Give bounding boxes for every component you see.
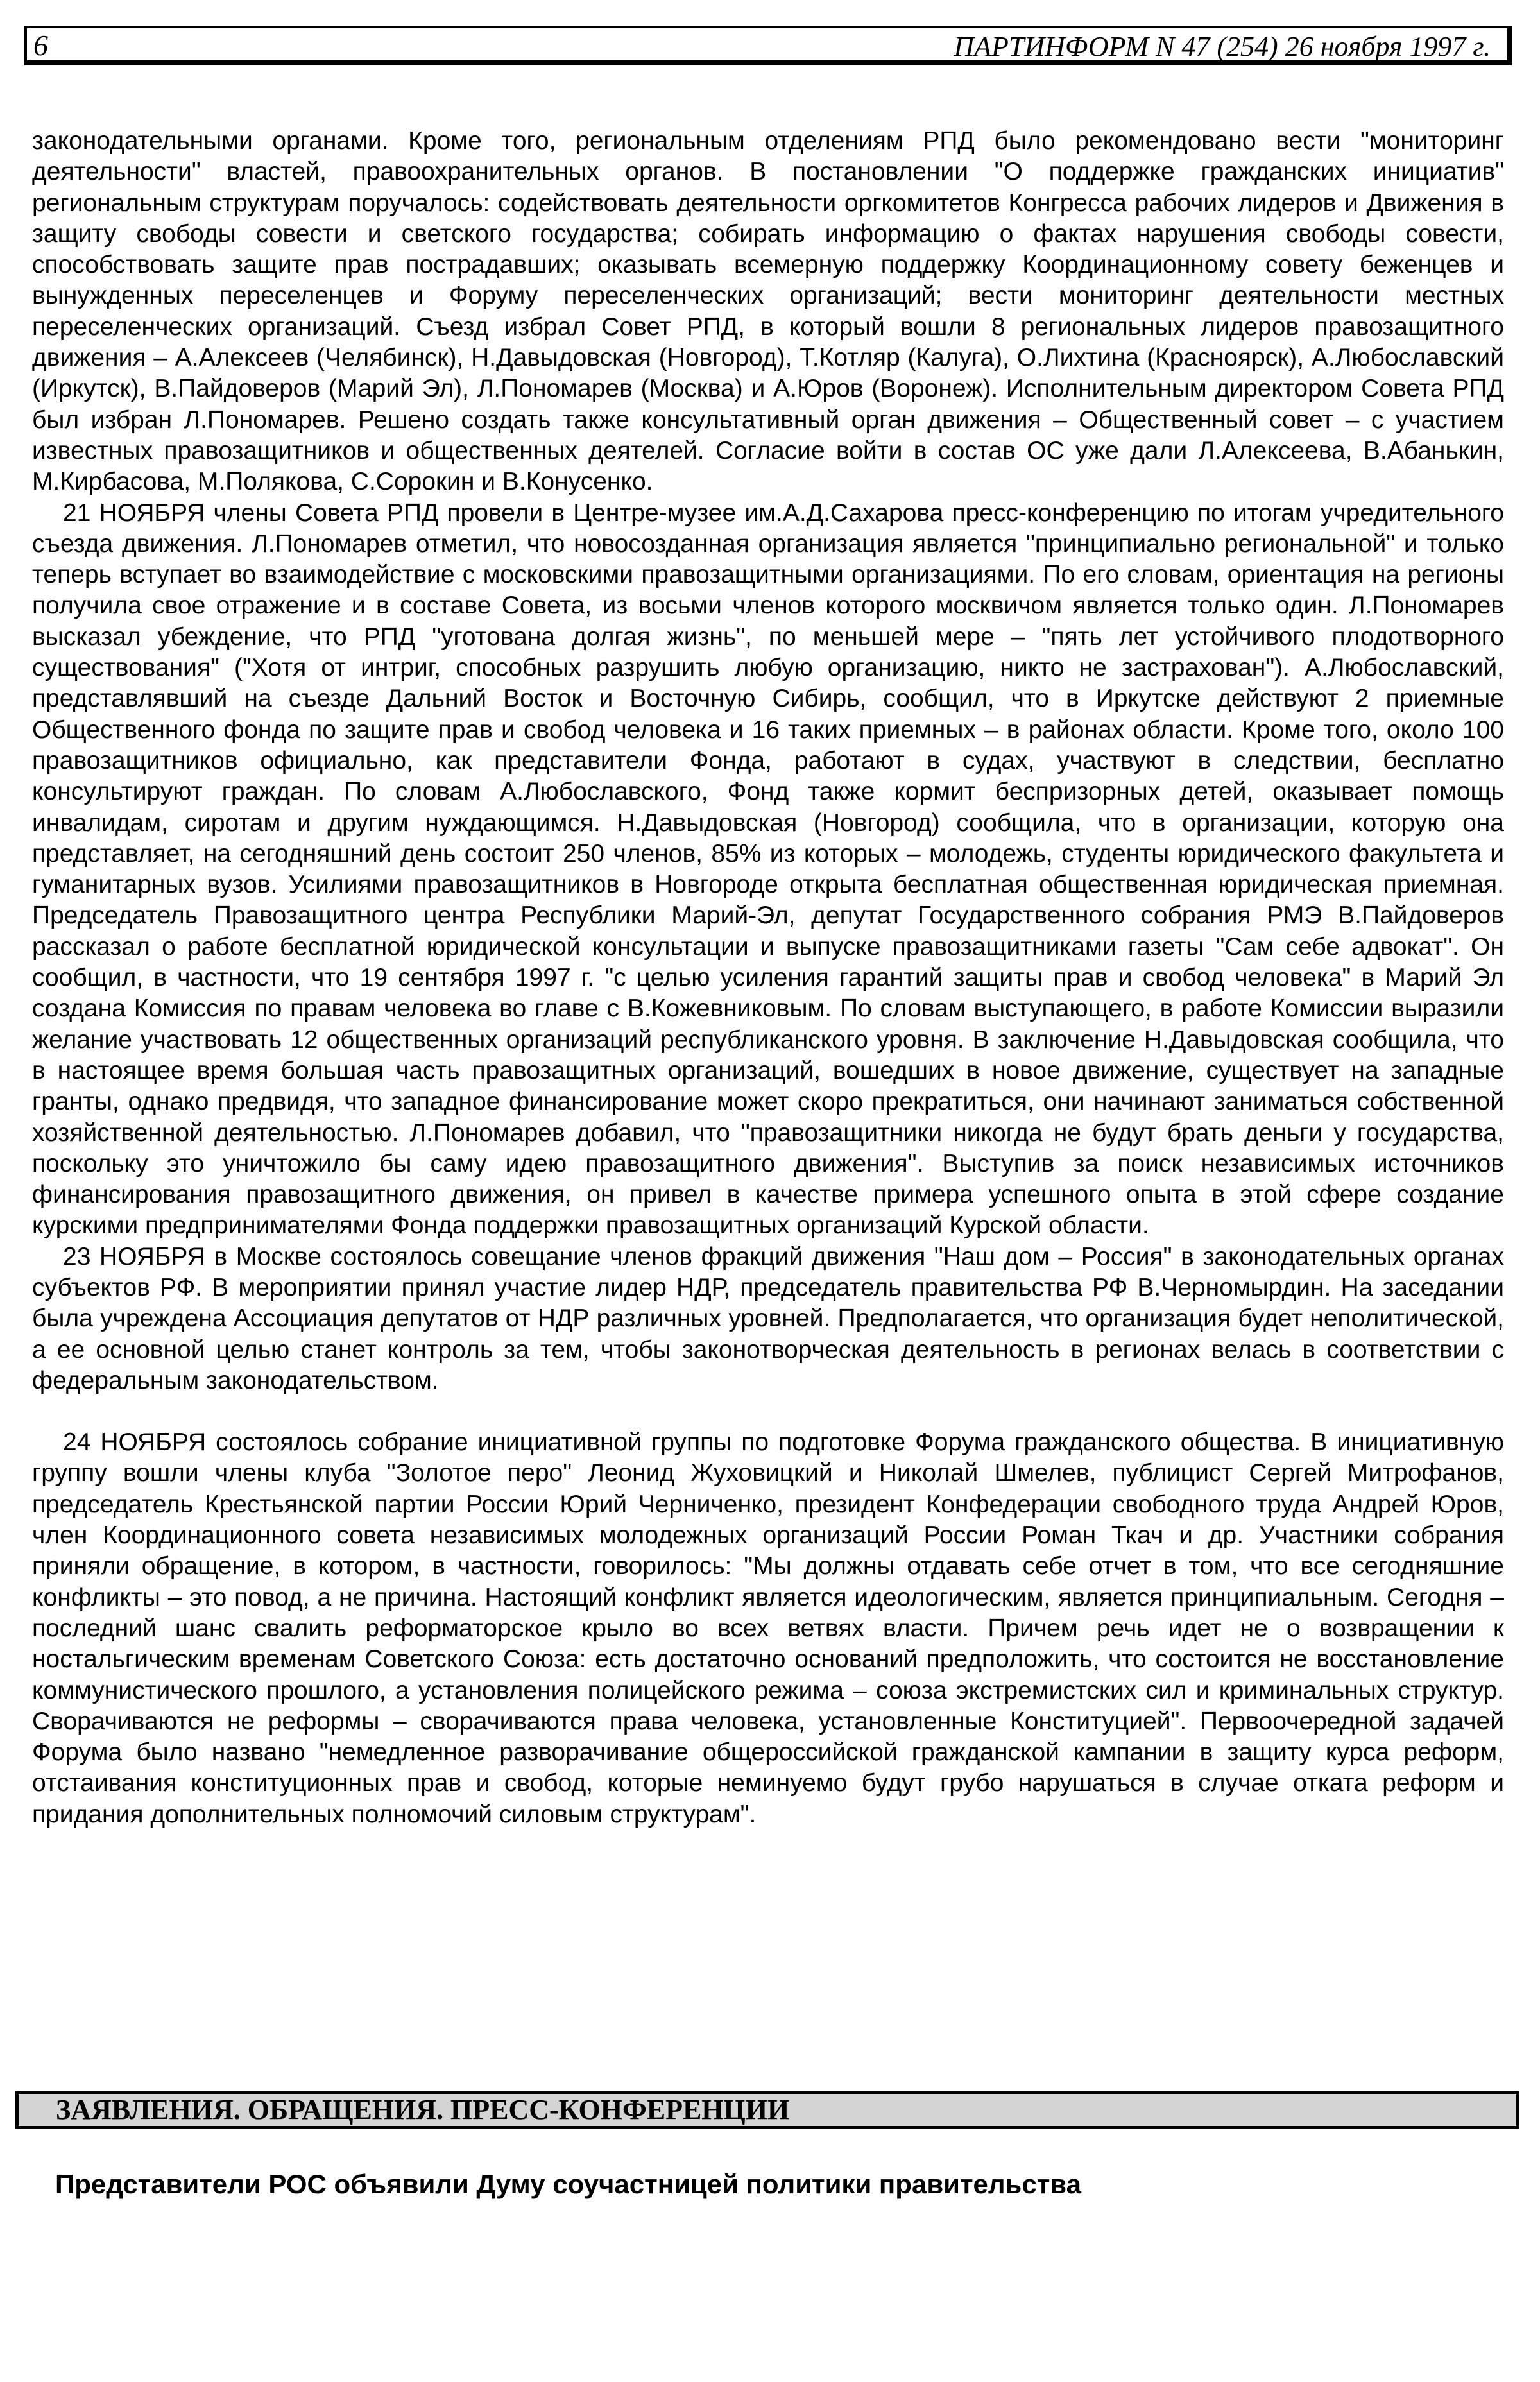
article-body xyxy=(32,126,1504,1830)
paragraph: 23 НОЯБРЯ в Москве состоялось совещание членов фракций движения "Наш дом – Россия" в законодательных органах субъектов РФ. В мероприятии принял участие лидер НДР, председатель правительства РФ В.Черномырдин. На заседании была учреждена Ассоциация депутатов от НДР различных уровней. Предполагается, что организация будет неполитической, а ее основной целью станет контроль за тем, чтобы законотворческая деятельность в регионах велась в соответствии с федеральным законодательством. xyxy=(32,1242,1504,1394)
page-number: 6 xyxy=(33,29,48,62)
page-header xyxy=(24,26,1512,65)
issue-title: ПАРТИНФОРМ N 47 (254) 26 ноября 1997 г. xyxy=(954,31,1491,62)
paragraph: 21 НОЯБРЯ члены Совета РПД провели в Центре-музее им.А.Д.Сахарова пресс-конференцию по итогам учредительного съезда движения. Л.Пономарев отметил, что новосозданная организация является "принципиально региональной" и только теперь вступает во взаимодействие с московскими правозащитными организациями. По его словам, ориентация на регионы получила свое отражение и в составе Совета, из восьми членов которого москвичом является только один. Л.Пономарев высказал убеждение, что РПД "уготована долгая жизнь", по меньшей мере – "пять лет устойчивого плодотворного существования" ("Хотя от интриг, способных разрушить любую организацию, никто не застрахован"). А.Любославский, представлявший на съезде Дальний Восток и Восточную Сибирь, сообщил, что в Иркутске действуют 2 приемные Общественного фонда по защите прав и свобод человека и 16 таких приемных – в районах области. Кроме того, около 100 правозащитников официально, как представители Фонда, работают в судах, участвуют в следствии, бесплатно консультируют граждан. По словам А.Любославского, Фонд также кормит беспризорных детей, оказывает помощь инвалидам, сиротам и другим нуждающимся. Н.Давыдовская (Новгород) сообщила, что в организации, которую она представляет, на сегодняшний день состоит 250 членов, 85% из которых – молодежь, студенты юридического факультета и гуманитарных вузов. Усилиями правозащитников в Новгороде открыта бесплатная общественная юридическая приемная. Председатель Правозащитного центра Республики Марий-Эл, депутат Государственного собрания РМЭ В.Пайдоверов рассказал о работе бесплатной юридической консультации и выпуске правозащитниками газеты "Сам себе адвокат". Он сообщил, в частности, что 19 сентября 1997 г. "с целью усиления гарантий защиты прав и свобод человека" в Марий Эл создана Комиссия по правам человека во главе с В.Кожевниковым. По словам выступающего, в работе Комиссии выразили желание участвовать 12 общественных организаций республиканского уровня. В заключение Н.Давыдовская сообщила, что в настоящее время большая часть правозащитных организаций, вошедших в новое движение, существует на западные гранты, однако предвидя, что западное финансирование может скоро прекратиться, они начинают заниматься собственной хозяйственной деятельностью. Л.Пономарев добавил, что "правозащитники никогда не будут брать деньги у государства, поскольку это уничтожило бы саму идею правозащитного движения". Выступив за поиск независимых источников финансирования правозащитного движения, он привел в качестве примера успешного опыта в этой сфере создание курскими предпринимателями Фонда поддержки правозащитных организаций Курской области. xyxy=(32,499,1504,1240)
section-title: ЗАЯВЛЕНИЯ. ОБРАЩЕНИЯ. ПРЕСС-КОНФЕРЕНЦИИ xyxy=(56,2094,790,2125)
paragraph: законодательными органами. Кроме того, региональным отделениям РПД было рекомендовано вести "мониторинг деятельности" властей, правоохранительных органов. В постановлении "О поддержке гражданских инициатив" региональным структурам поручалось: содействовать деятельности оргкомитетов Конгресса рабочих лидеров и Движения в защиту свободы совести и светского государства; собирать информацию о фактах нарушения свободы совести, способствовать защите прав пострадавших; оказывать всемерную поддержку Координационному совету беженцев и вынужденных переселенцев и Форуму переселенческих организаций; вести мониторинг деятельности местных переселенческих организаций. Съезд избрал Совет РПД, в который вошли 8 региональных лидеров правозащитного движения – А.Алексеев (Челябинск), Н.Давыдовская (Новгород), Т.Котляр (Калуга), О.Лихтина (Красноярск), А.Любославский (Иркутск), В.Пайдоверов (Марий Эл), Л.Пономарев (Москва) и А.Юров (Воронеж). Исполнительным директором Совета РПД был избран Л.Пономарев. Решено создать также консультативный орган движения – Общественный совет – с участием известных правозащитников и общественных деятелей. Согласие войти в состав ОС уже дали Л.Алексеева, В.Абанькин, М.Кирбасова, М.Полякова, С.Сорокин и В.Конусенко. xyxy=(32,127,1504,496)
article-headline: Представители РОС объявили Думу соучастницей политики правительства xyxy=(55,2169,1081,2199)
section-heading-bar xyxy=(15,2091,1519,2129)
paragraph: 24 НОЯБРЯ состоялось собрание инициативной группы по подготовке Форума гражданского общества. В инициативную группу вошли члены клуба "Золотое перо" Леонид Жуховицкий и Николай Шмелев, публицист Сергей Митрофанов, председатель Крестьянской партии России Юрий Черниченко, президент Конфедерации свободного труда Андрей Юров, член Координационного совета независимых молодежных организаций России Роман Ткач и др. Участники собрания приняли обращение, в котором, в частности, говорилось: "Мы должны отдавать себе отчет в том, что все сегодняшние конфликты – это повод, а не причина. Настоящий конфликт является идеологическим, является принципиальным. Сегодня – последний шанс свалить реформаторское крыло во всех ветвях власти. Причем речь идет не о возвращении к ностальгическим временам Советского Союза: есть достаточно оснований предположить, что состоится не восстановление коммунистического прошлого, а установления полицейского режима – союза экстремистских сил и криминальных структур. Сворачиваются не реформы – сворачиваются права человека, установленные Конституцией". Первоочередной задачей Форума было названо "немедленное разворачивание общероссийской гражданской кампании в защиту курса реформ, отстаивания конституционных прав и свобод, которые неминуемо будут грубо нарушаться в случае отката реформ и придания дополнительных полномочий силовым структурам". xyxy=(32,1428,1504,1828)
